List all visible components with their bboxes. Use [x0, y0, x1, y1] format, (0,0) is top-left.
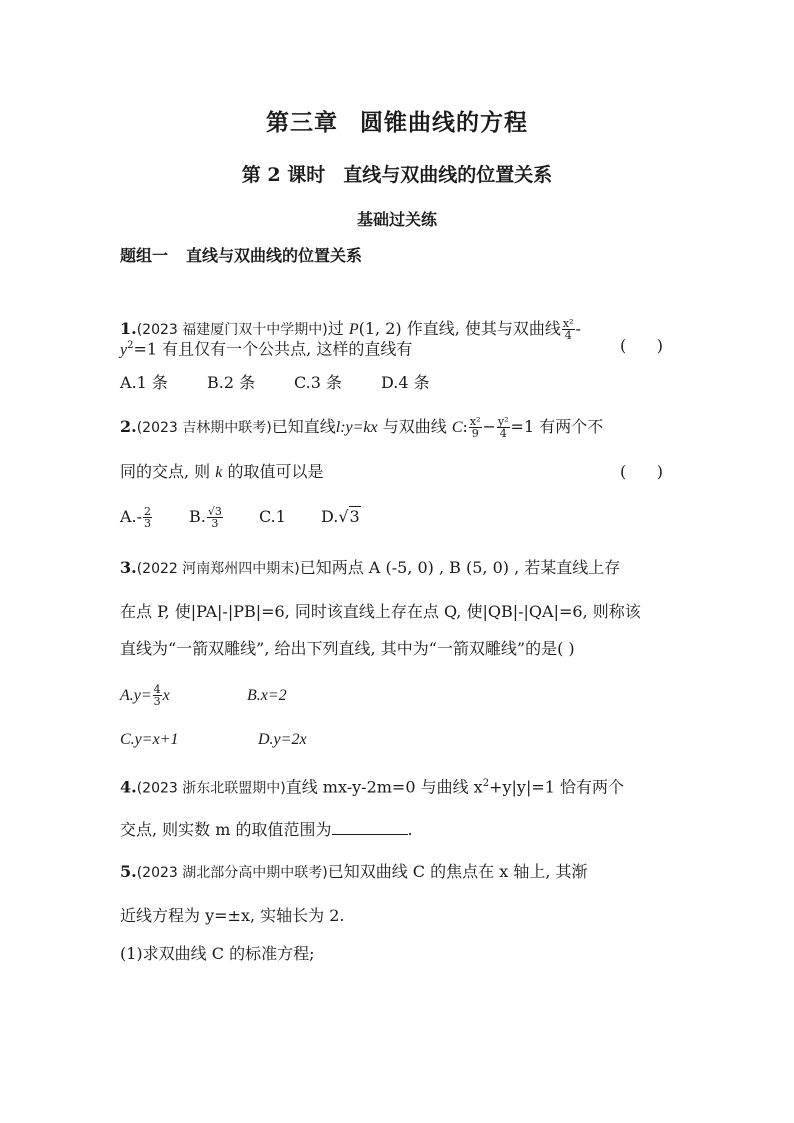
section-title: 基础过关练	[356, 210, 437, 229]
question-3-options-row-1	[120, 684, 287, 707]
fraction-x2-9: $\frac{\text{x²}}{9}$	[469, 415, 481, 440]
question-2-line-1: 2.(2023 吉林期中联考)已知直线l:y=kx 与双曲线 C: $\frac{\text{x²}}{9}$ − $\frac{\text{y²}}{4}$ =1 有两个不	[120, 415, 604, 440]
option-b: B. $\frac{√3}{3}$	[189, 505, 222, 530]
question-5-sub-1: (1)求双曲线 C 的标准方程;	[120, 944, 315, 963]
answer-bracket: ( )	[620, 462, 663, 481]
option-b: B.2 条	[207, 373, 256, 392]
lesson-title: 第 2 课时 直线与双曲线的位置关系	[241, 164, 553, 186]
option-a: A.1 条	[120, 373, 168, 392]
option-a: A.y= $\frac{4}{3}$ x	[120, 683, 170, 708]
answer-bracket: ( )	[620, 336, 663, 355]
option-d: D.y=2x	[258, 731, 307, 748]
question-3-options-row-2	[120, 729, 307, 750]
option-d: D.4 条	[381, 373, 430, 392]
question-2-options	[120, 506, 361, 529]
group-title: 题组一 直线与双曲线的位置关系	[120, 246, 363, 265]
option-a: A.- $\frac{2}{3}$	[120, 505, 152, 530]
question-3-line-3: 直线为“一箭双雕线”, 给出下列直线, 其中为“一箭双雕线”的是( )	[120, 639, 575, 658]
answer-blank	[332, 818, 408, 835]
question-5-line-2: 近线方程为 y=±x, 实轴长为 2.	[120, 906, 345, 925]
option-b: B.x=2	[247, 687, 287, 704]
question-1-line-1: 1.(2023 福建厦门双十中学期中)过 P(1, 2) 作直线, 使其与双曲线 $\frac{\text{x²}}{4}$ -	[120, 317, 581, 342]
question-5-line-1: 5.(2023 湖北部分高中期中联考)已知双曲线 C 的焦点在 x 轴上, 其渐	[120, 862, 588, 881]
chapter-title: 第三章 圆锥曲线的方程	[266, 109, 528, 136]
option-d: D.√3	[321, 507, 360, 526]
question-3-line-2: 在点 P, 使|PA|-|PB|=6, 同时该直线上存在点 Q, 使|QB|-|QA|=6, 则称该	[120, 602, 641, 621]
question-3-line-1: 3.(2022 河南郑州四中期末)已知两点 A (-5, 0) , B (5, 0) , 若某直线上存	[120, 558, 621, 577]
question-4-line-2: 交点, 则实数 m 的取值范围为 .	[120, 820, 413, 839]
question-2-line-2: 同的交点, 则 k 的取值可以是	[120, 462, 324, 481]
question-1-line-2: $y^2=1$ 有且仅有一个公共点, 这样的直线有	[120, 339, 413, 359]
option-c: C.y=x+1	[120, 731, 179, 748]
option-c: C.3 条	[294, 373, 343, 392]
question-1-options	[120, 373, 430, 393]
option-c: C.1	[259, 507, 286, 526]
question-4-line-1: 4.(2023 浙东北联盟期中)直线 mx-y-2m=0 与曲线 $x^2+y|y|=1$ 恰有两个	[120, 777, 625, 797]
fraction-y2-4: $\frac{\text{y²}}{4}$	[497, 415, 509, 440]
hyperbola-fraction: $\frac{\text{x²}}{4}$	[562, 317, 574, 342]
